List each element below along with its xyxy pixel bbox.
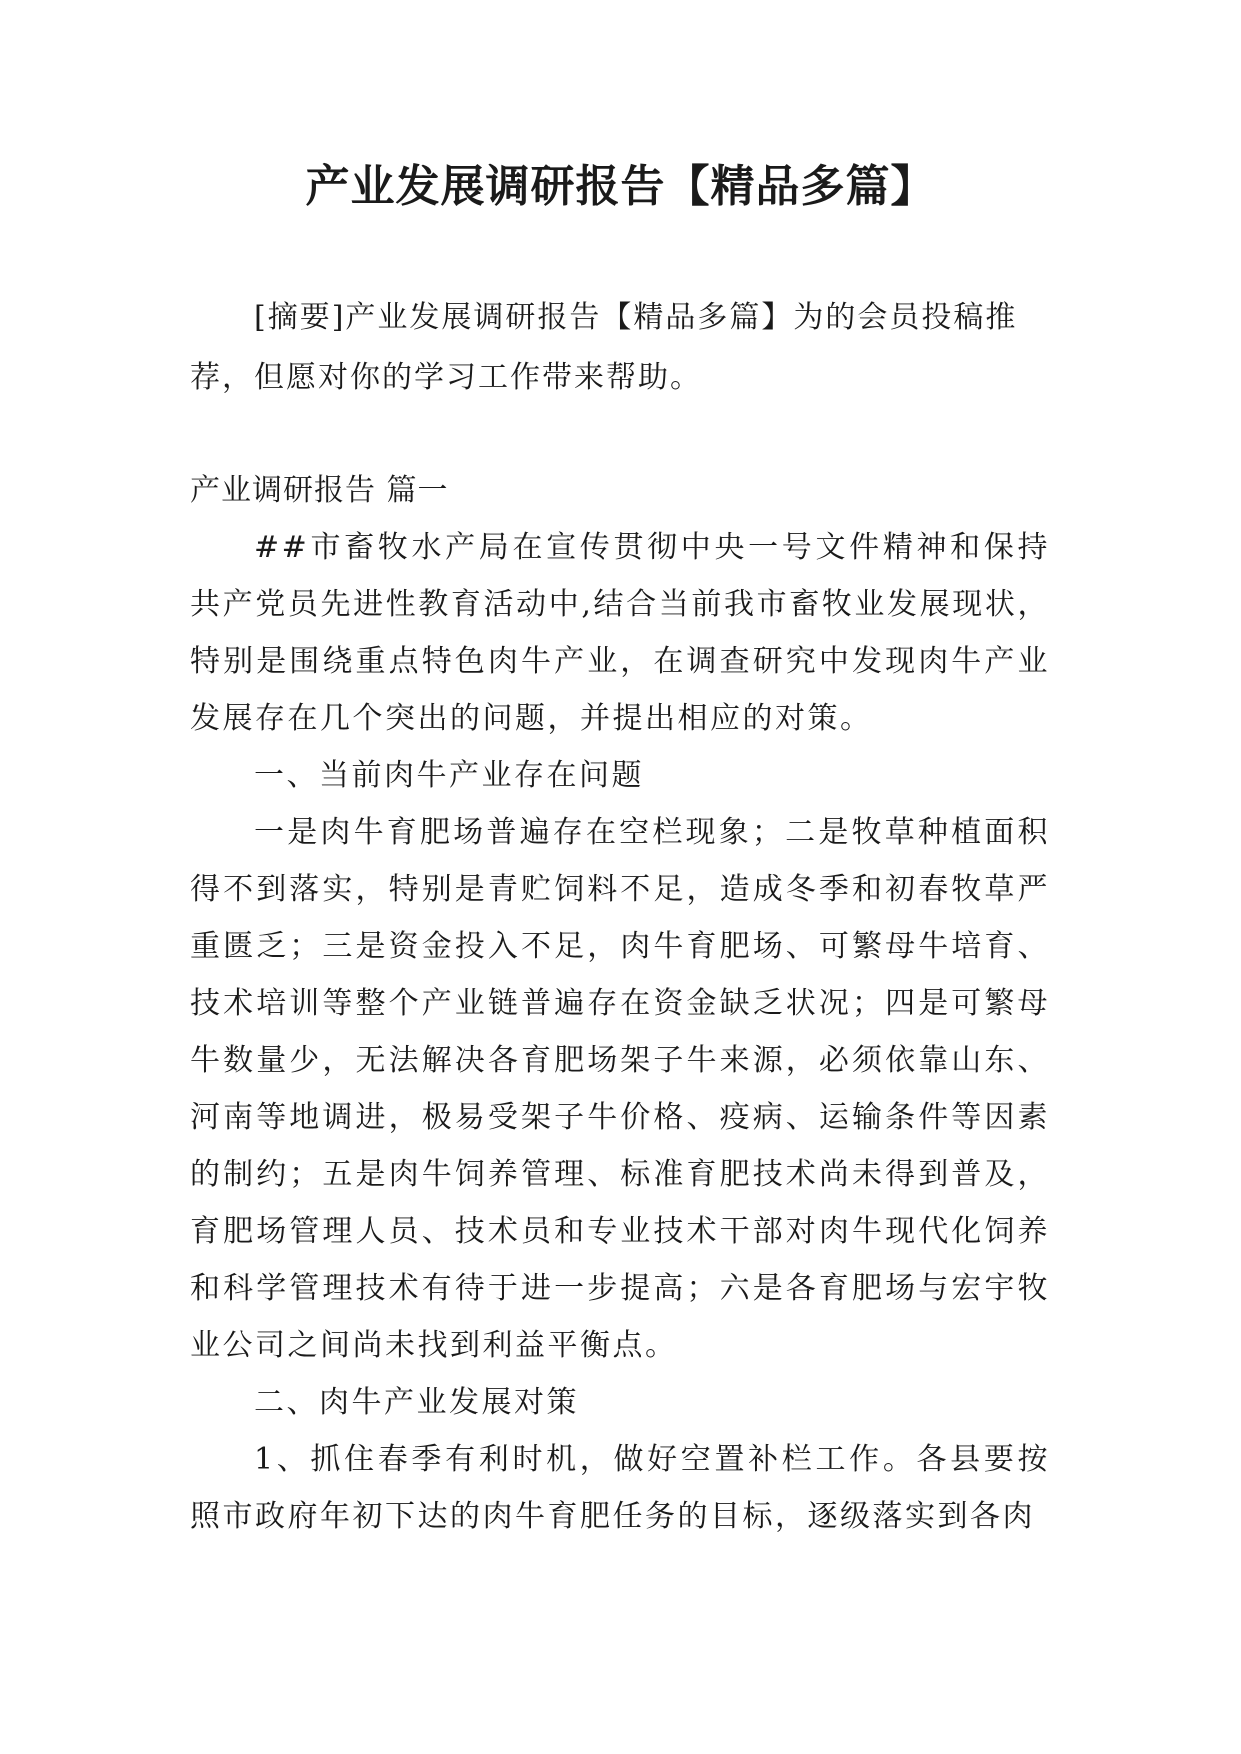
subsection-heading: 二、肉牛产业发展对策 (254, 1385, 579, 1420)
section-heading: 产业调研报告 篇一 (190, 473, 449, 508)
document-body (190, 462, 1050, 1545)
subsection-heading: 一、当前肉牛产业存在问题 (254, 758, 644, 793)
body-paragraph: 一是肉牛育肥场普遍存在空栏现象；二是牧草种植面积得不到落实，特别是青贮饲料不足，造成冬季和初春牧草严重匮乏；三是资金投入不足，肉牛育肥场、可繁母牛培育、技术培训等整个产业链普遍存在资金缺乏状况；四是可繁母牛数量少，无法解决各育肥场架子牛来源，必须依靠山东、河南等地调进，极易受架子牛价格、疫病、运输条件等因素的制约；五是肉牛饲养管理、标准育肥技术尚未得到普及，育肥场管理人员、技术员和专业技术干部对肉牛现代化饲养和科学管理技术有待于进一步提高；六是各育肥场与宏宇牧业公司之间尚未找到利益平衡点。 (190, 815, 1050, 1363)
body-paragraph: 1、抓住春季有利时机，做好空置补栏工作。各县要按照市政府年初下达的肉牛育肥任务的目标，逐级落实到各肉 (190, 1442, 1050, 1534)
document-title: 产业发展调研报告【精品多篇】 (305, 161, 936, 212)
body-paragraph: ##市畜牧水产局在宣传贯彻中央一号文件精神和保持共产党员先进性教育活动中,结合当前我市畜牧业发展现状，特别是围绕重点特色肉牛产业，在调查研究中发现肉牛产业发展存在几个突出的问题，并提出相应的对策。 (190, 530, 1050, 736)
abstract-paragraph: [摘要]产业发展调研报告【精品多篇】为的会员投稿推荐，但愿对你的学习工作带来帮助。 (190, 300, 1018, 395)
